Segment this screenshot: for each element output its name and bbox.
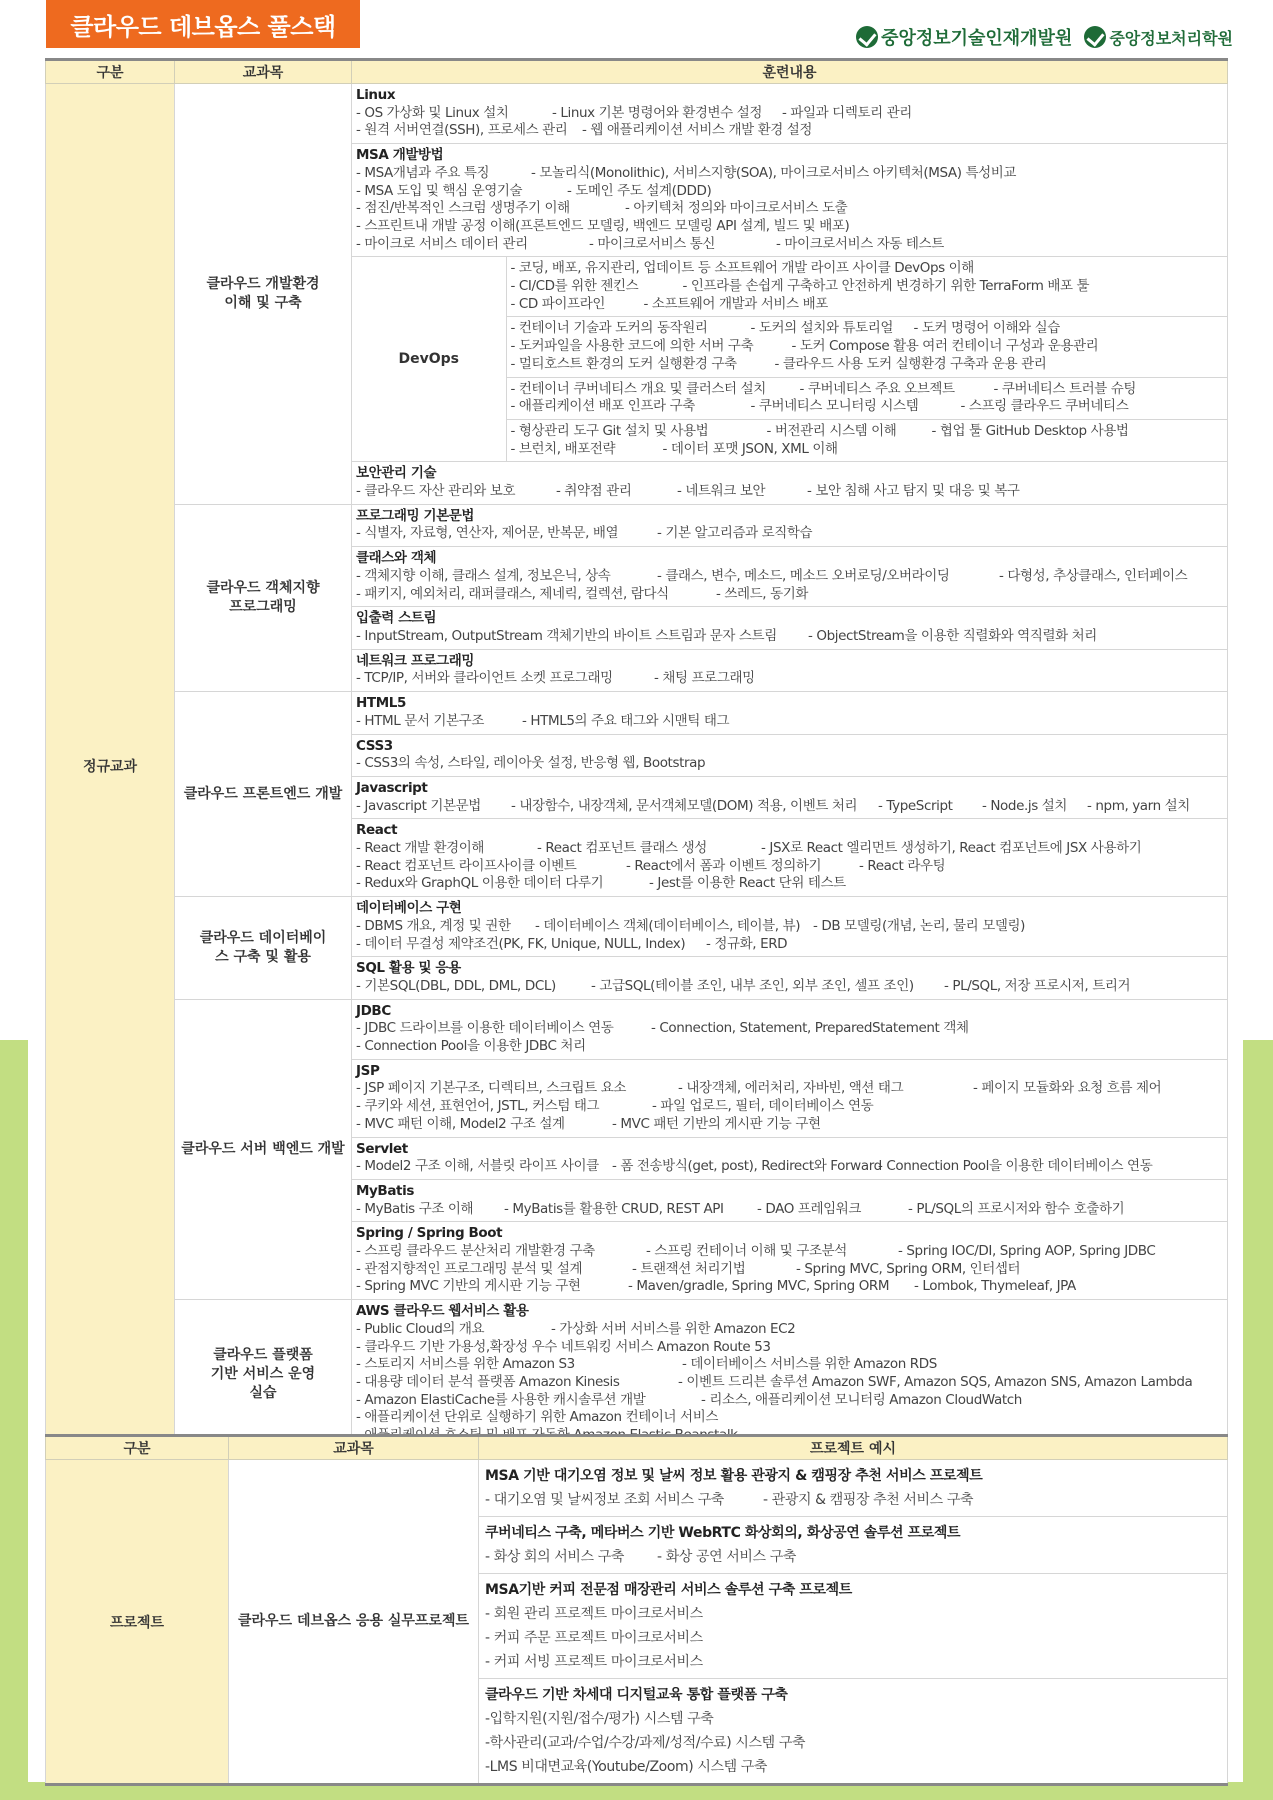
content-line [511,423,1224,441]
content-line [356,1356,1223,1374]
content-item: - React에서 폼과 이벤트 정의하기 [626,857,822,874]
content-item: - 도커 명령어 이해와 실습 [913,320,1060,337]
content-item: - 애플리케이션 단위로 실행하기 위한 Amazon 컨테이너 서비스 [356,1409,718,1426]
content-item: - 취약점 관리 [556,483,632,500]
content-item: - 모놀리식(Monolithic), 서비스지향(SOA), 마이크로서비스 아키텍처(MSA) 특성비교 [531,164,1017,181]
content-line [511,398,1224,416]
content-item: - 원격 서버연결(SSH), 프로세스 관리 [356,122,568,139]
content-line [356,936,1223,954]
table-header-row [46,60,1228,84]
content-item: - 컨테이너 기술과 도커의 동작원리 [510,320,708,337]
content-line [356,840,1223,858]
page-title: 클라우드 데브옵스 풀스택 [46,0,360,48]
content-item: - React 컴포넌트 클래스 생성 [537,840,707,857]
content-line [356,1158,1223,1176]
content-item: - 클라우드 사용 도커 실행환경 구축과 운용 관리 [774,355,1047,372]
content-line [485,1545,1221,1569]
content-item: - JSX로 React 엘리먼트 생성하기, React 컴포넌트에 JSX 사용하기 [761,840,1142,857]
content-item: - 대기오염 및 날씨정보 조회 서비스 구축 [485,1492,724,1508]
project-title: MSA 기반 대기오염 정보 및 날씨 정보 활용 관광지 & 캠핑장 추천 서비스 프로젝트 [485,1468,983,1484]
section-network [352,649,1228,691]
section-prog-basic [352,504,1228,546]
content-item: - 웹 애플리케이션 서비스 개발 환경 설정 [582,122,813,139]
content-item: - HTML 문서 기본구조 [356,712,484,729]
content-item: - 쿠키와 세션, 표현언어, JSTL, 커스텀 태그 [356,1098,600,1115]
section-title: Linux [356,87,396,103]
section-title: JSP [356,1062,380,1079]
section-spring [352,1222,1228,1300]
project-3 [479,1574,1228,1679]
content-line [356,1374,1223,1392]
content-item: - 클래스, 변수, 메소드, 메소드 오버로딩/오버라이딩 [657,567,950,584]
content-item: - TCP/IP, 서버와 클라이언트 소켓 프로그래밍 [356,670,613,687]
content-item: -LMS 비대면교육(Youtube/Zoom) 시스템 구축 [485,1759,768,1775]
content-item: - Linux 기본 명령어와 환경변수 설정 [552,104,762,121]
project-4 [479,1679,1228,1785]
column-header-content: 훈련내용 [352,60,1228,84]
section-io-stream [352,607,1228,649]
content-line [356,1392,1223,1410]
content-item: - 코딩, 배포, 유지관리, 업데이트 등 소프트웨어 개발 라이프 사이클 DevOps 이해 [510,260,974,277]
content-line [356,218,1223,236]
content-line [511,260,1224,278]
project-1 [479,1460,1228,1517]
section-title: MyBatis [356,1182,414,1199]
content-item: - 다형성, 추상클래스, 인터페이스 [999,567,1188,584]
section-db-impl [352,897,1228,957]
content-item: - MVC 패턴 기반의 게시판 기능 구현 [612,1115,821,1132]
content-item: - 컨테이너 쿠버네티스 개요 및 클러스터 설치 [510,380,766,397]
content-item: - CI/CD를 위한 젠킨스 [510,278,639,295]
content-item: - 대용량 데이터 분석 플랫폼 Amazon Kinesis [356,1374,620,1390]
content-item: - 데이터베이스 객체(데이터베이스, 테이블, 뷰) [535,917,801,934]
section-security [352,462,1228,504]
content-item: - MyBatis를 활용한 CRUD, REST API [504,1200,724,1217]
content-line [511,320,1224,338]
content-item: - Redux와 GraphQL 이용한 데이터 다루기 [356,875,604,892]
content-item: - OS 가상화 및 Linux 설치 [356,104,509,121]
content-item: - 스토리지 서비스를 위한 Amazon S3 [356,1356,575,1373]
content-line [485,1626,1221,1650]
content-line [511,381,1224,399]
logo-text: 중앙정보처리학원 [1109,28,1233,48]
content-item: - ObjectStream을 이용한 직렬화와 역직렬화 처리 [808,627,1097,644]
content-line [356,755,1223,773]
content-line [356,586,1223,604]
content-line [356,1116,1223,1134]
project-subject-cell: 클라우드 데브옵스 응용 실무프로젝트 [229,1460,479,1785]
section-javascript [352,776,1228,818]
content-item: - 기본SQL(DBL, DDL, DML, DCL) [356,977,556,994]
subject-database: 클라우드 데이터베이스 구축 및 활용 [175,897,352,1000]
content-item: - 애플리케이션 배포 인프라 구축 [510,398,695,415]
content-item: - 도메인 주도 설계(DDD) [567,182,712,199]
content-line [356,525,1223,543]
content-item: - Lombok, Thymeleaf, JPA [914,1278,1076,1295]
project-title: 클라우드 기반 차세대 디지털교육 통합 플랫폼 구축 [485,1687,788,1703]
content-line [485,1755,1221,1779]
logo-jungang-it [856,24,1072,50]
content-item: - 쿠버네티스 트러블 슈팅 [993,380,1137,397]
section-title: HTML5 [356,695,406,712]
content-item: - 보안 침해 사고 탐지 및 대응 및 복구 [807,483,1020,500]
content-item: - 클라우드 기반 가용성,확장성 우수 네트워킹 서비스 Amazon Route 53 [356,1338,771,1355]
content-item: - Connection Pool을 이용한 JDBC 처리 [356,1038,586,1055]
content-line [356,105,1223,123]
subject-oop: 클라우드 객체지향 프로그래밍 [175,504,352,691]
table-header-row [46,1436,1228,1460]
subject-platform: 클라우드 플랫폼 기반 서비스 운영 실습 [175,1300,352,1450]
column-header-subject: 교과목 [229,1436,479,1460]
content-item: - 마이크로 서비스 데이터 관리 [356,235,528,252]
content-item: - 형상관리 도구 Git 설치 및 사용법 [510,422,709,439]
section-title: 입출력 스트림 [356,610,437,627]
content-line [485,1602,1221,1626]
section-css3 [352,734,1228,776]
content-item: - 이벤트 드리븐 솔루션 Amazon SWF, Amazon SQS, Amazon SNS, Amazon Lambda [678,1374,1193,1390]
section-linux [352,84,1228,144]
content-item: - 패키지, 예외처리, 래퍼클래스, 제네릭, 컬렉션, 람다식 [356,585,669,602]
content-item: - 관광지 & 캠핑장 추천 서비스 구축 [763,1492,974,1508]
content-line [356,1261,1223,1279]
content-item: - 클라우드 자산 관리와 보호 [356,483,516,500]
content-item: - MVC 패턴 이해, Model2 구조 설계 [356,1115,565,1132]
content-item: - 커피 서빙 프로젝트 마이크로서비스 [485,1654,703,1670]
curriculum-table [45,58,1228,1451]
content-item: - Connection, Statement, PreparedStatement 객체 [651,1020,969,1037]
content-item: - 고급SQL(테이블 조인, 내부 조인, 외부 조인, 셀프 조인) [591,977,914,994]
content-item: - 아키텍처 정의와 마이크로서비스 도출 [625,200,848,217]
content-item: - DB 모델링(개념, 논리, 물리 모델링) [813,917,1025,934]
content-line [356,670,1223,688]
section-title: AWS 클라우드 웹서비스 활용 [356,1303,529,1320]
subject-frontend: 클라우드 프론트엔드 개발 [175,692,352,897]
content-item: - PL/SQL, 저장 프로시저, 트리거 [944,977,1131,994]
content-item: - 데이터베이스 서비스를 위한 Amazon RDS [682,1356,937,1373]
content-line [356,875,1223,893]
content-line [356,1243,1223,1261]
content-line [356,236,1223,254]
content-line [356,918,1223,936]
content-item: - Maven/gradle, Spring MVC, Spring ORM [628,1278,890,1295]
section-title: Spring / Spring Boot [356,1225,503,1242]
content-line [356,858,1223,876]
logo-jungang-academy [1084,26,1233,49]
content-line [485,1650,1221,1674]
content-item: - 기본 알고리즘과 로직학습 [657,525,813,542]
content-item: - 내장객체, 에러처리, 자바빈, 액션 태그 [678,1080,904,1097]
column-header-subject: 교과목 [175,60,352,84]
section-jdbc [352,999,1228,1059]
section-servlet [352,1137,1228,1179]
content-item: - Node.js 설치 [982,797,1068,814]
content-line [356,1409,1223,1427]
content-line [511,356,1224,374]
content-item: - JDBC 드라이브를 이용한 데이터베이스 연동 [356,1020,614,1037]
content-item: - HTML5의 주요 태그와 시맨틱 태그 [522,712,730,729]
content-item: - CD 파이프라인 [510,295,605,312]
section-title: 클래스와 객체 [356,550,437,567]
content-item: - 트랜잭션 처리기법 [632,1260,746,1277]
content-item: - 페이지 모듈화와 요청 흐름 제어 [973,1080,1162,1097]
content-item: - 마이크로서비스 자동 테스트 [776,235,944,252]
content-item: - 쿠버네티스 모니터링 시스템 [750,398,919,415]
content-line [511,296,1224,314]
content-item: - 마이크로서비스 통신 [589,235,716,252]
devops-group [506,377,1227,419]
project-category-cell: 프로젝트 [46,1460,229,1785]
content-item: - 회원 관리 프로젝트 마이크로서비스 [485,1606,703,1622]
content-line [356,1080,1223,1098]
content-item: - React 라우팅 [859,857,946,874]
content-line [485,1707,1221,1731]
content-item: - 스프린트내 개발 공정 이해(프론트엔드 모델링, 백엔드 모델링 API 설계, 빌드 및 배포) [356,217,850,234]
section-msa [352,144,1228,257]
section-react [352,819,1228,897]
content-item: - InputStream, OutputStream 객체기반의 바이트 스트림과 문자 스트림 [356,627,777,644]
content-item: - React 컴포넌트 라이프사이클 이벤트 [356,857,577,874]
section-sql [352,957,1228,999]
devops-group [506,317,1227,377]
content-item: -학사관리(교과/수업/수강/과제/성적/수료) 시스템 구축 [485,1735,806,1751]
devops-label: DevOps [352,257,506,461]
content-item: - 브런치, 배포전략 [510,440,616,457]
content-item: - 스프링 컨테이너 이해 및 구조분석 [646,1243,847,1260]
content-line [356,798,1223,816]
content-item: - JSP 페이지 기본구조, 디렉티브, 스크립트 요소 [356,1080,626,1097]
content-item: - 파일 업로드, 필터, 데이터베이스 연동 [652,1098,874,1115]
section-title: 데이터베이스 구현 [356,900,462,917]
project-2 [479,1517,1228,1574]
section-title: 네트워크 프로그래밍 [356,652,475,669]
content-item: - 폼 전송방식(get, post), Redirect와 Forward [612,1158,882,1175]
content-item: - 화상 회의 서비스 구축 [485,1549,624,1565]
content-item: - Spring IOC/DI, Spring AOP, Spring JDBC [898,1243,1156,1260]
content-item: - 도커파일을 사용한 코드에 의한 서버 구축 [510,338,754,355]
logo-group [856,24,1233,50]
content-item: - TypeScript [878,797,953,814]
content-line [356,713,1223,731]
content-item: - 협업 툴 GitHub Desktop 사용법 [931,422,1129,439]
content-item: - Amazon ElastiCache를 사용한 캐시솔루션 개발 [356,1391,646,1408]
content-line [356,122,1223,140]
content-line [356,200,1223,218]
section-title: MSA 개발방법 [356,147,444,164]
content-item: - 파일과 디렉토리 관리 [782,104,912,121]
content-item: - DBMS 개요, 계정 및 권한 [356,917,511,934]
content-item: - 관점지향적인 프로그래밍 분석 및 설계 [356,1260,583,1277]
content-item: - 버전관리 시스템 이해 [766,422,897,439]
project-title: MSA기반 커피 전문점 매장관리 서비스 솔루션 구축 프로젝트 [485,1582,852,1598]
content-item: - Spring MVC 기반의 게시판 기능 구현 [356,1278,581,1295]
content-item: - 도커 Compose 활용 여러 컨테이너 구성과 운용관리 [791,338,1099,355]
content-item: - Spring MVC, Spring ORM, 인터셉터 [796,1260,1021,1277]
content-line [511,441,1224,459]
content-item: - CSS3의 속성, 스타일, 레이아웃 설정, 반응형 웹, Bootstrap [356,755,706,772]
content-item: - React 개발 환경이해 [356,840,485,857]
side-decoration-left [0,1040,28,1800]
subject-backend: 클라우드 서버 백엔드 개발 [175,999,352,1300]
category-cell: 정규교과 [46,84,175,1450]
content-item: - 스프링 클라우드 쿠버네티스 [960,398,1129,415]
content-item: - 객체지향 이해, 클래스 설계, 정보은닉, 상속 [356,567,611,584]
section-title: SQL 활용 및 응용 [356,960,461,977]
content-line [356,165,1223,183]
section-title: 프로그래밍 기본문법 [356,507,475,524]
content-item: - 정규화, ERD [706,935,788,952]
content-item: - npm, yarn 설치 [1087,797,1190,814]
content-item: - Public Cloud의 개요 [356,1320,485,1337]
column-header-category: 구분 [46,60,175,84]
content-item: - Javascript 기본문법 [356,797,481,814]
content-item: - Model2 구조 이해, 서블릿 라이프 사이클 [356,1158,599,1175]
content-item: - 커피 주문 프로젝트 마이크로서비스 [485,1630,703,1646]
check-leaf-icon [856,26,878,48]
project-title: 쿠버네티스 구축, 메타버스 기반 WebRTC 화상회의, 화상공연 솔루션 프로젝트 [485,1525,961,1541]
devops-group [506,257,1227,317]
content-line [485,1488,1221,1512]
content-item: - 데이터 포맷 JSON, XML 이해 [662,440,838,457]
section-title: Javascript [356,779,428,796]
section-jsp [352,1059,1228,1137]
content-item: - 채팅 프로그래밍 [654,670,755,687]
content-item: - 소프트웨어 개발과 서비스 배포 [643,295,828,312]
content-line [356,183,1223,201]
section-title: React [356,822,398,839]
section-html5 [352,692,1228,734]
section-mybatis [352,1179,1228,1221]
content-item: - 점진/반복적인 스크럼 생명주기 이해 [356,200,570,217]
check-leaf-icon [1084,26,1106,48]
content-line [485,1731,1221,1755]
content-item: - MSA 도입 및 핵심 운영기술 [356,182,523,199]
content-item: - 가상화 서버 서비스를 위한 Amazon EC2 [551,1320,796,1337]
content-line [356,1098,1223,1116]
devops-group [506,419,1227,461]
content-item: - DAO 프레임워크 [757,1200,862,1217]
devops-table [352,257,1227,461]
content-line [356,1321,1223,1339]
content-item: - 리소스, 애플리케이션 모니터링 Amazon CloudWatch [701,1391,1022,1408]
content-item: - MyBatis 구조 이해 [356,1200,474,1217]
section-title: CSS3 [356,737,393,754]
content-line [356,1020,1223,1038]
content-item: - PL/SQL의 프로시저와 함수 호출하기 [908,1200,1125,1217]
content-item: - 스프링 클라우드 분산처리 개발환경 구축 [356,1243,595,1260]
content-line [356,1038,1223,1056]
content-line [511,338,1224,356]
content-line [356,483,1223,501]
content-item: -입학지원(지원/접수/평가) 시스템 구축 [485,1711,714,1727]
content-item: - 내장함수, 내장객체, 문서객체모델(DOM) 적용, 이벤트 처리 [511,797,858,814]
projects-table [45,1434,1228,1786]
content-item: - Jest를 이용한 React 단위 테스트 [649,875,846,892]
content-item: - 도커의 설치와 튜토리얼 [750,320,894,337]
content-item: - 데이터 무결성 제약조건(PK, FK, Unique, NULL, Index) [356,935,686,952]
content-item: - 멀티호스트 환경의 도커 실행환경 구축 [510,355,737,372]
section-title: Servlet [356,1140,408,1157]
content-item: - 쿠버네티스 주요 오브젝트 [799,380,955,397]
content-item: - 화상 공연 서비스 구축 [657,1549,796,1565]
content-line [356,978,1223,996]
section-title: JDBC [356,1002,391,1019]
section-title: 보안관리 기술 [356,465,437,482]
subject-cloud-env: 클라우드 개발환경 이해 및 구축 [175,84,352,505]
section-aws [352,1300,1228,1450]
content-line [356,1339,1223,1357]
side-decoration-right [1243,1040,1273,1800]
content-line [356,1201,1223,1219]
content-item: - 네트워크 보안 [677,483,766,500]
section-class-object [352,547,1228,607]
content-item: - 쓰레드, 동기화 [716,585,808,602]
content-item: - 식별자, 자료형, 연산자, 제어문, 반복문, 배열 [356,525,619,542]
logo-text: 중앙정보기술인재개발원 [881,28,1073,49]
content-line [356,568,1223,586]
content-item: - MSA개념과 주요 특징 [356,164,490,181]
column-header-category: 구분 [46,1436,229,1460]
content-item: - 인프라를 손쉽게 구축하고 안전하게 변경하기 위한 TerraForm 배포 툴 [682,278,1090,295]
content-line [356,1278,1223,1296]
column-header-project-example: 프로젝트 예시 [479,1436,1228,1460]
content-line [356,628,1223,646]
section-devops [352,257,1228,462]
content-item: - Connection Pool을 이용한 데이터베이스 연동 [878,1158,1153,1175]
content-line [511,278,1224,296]
